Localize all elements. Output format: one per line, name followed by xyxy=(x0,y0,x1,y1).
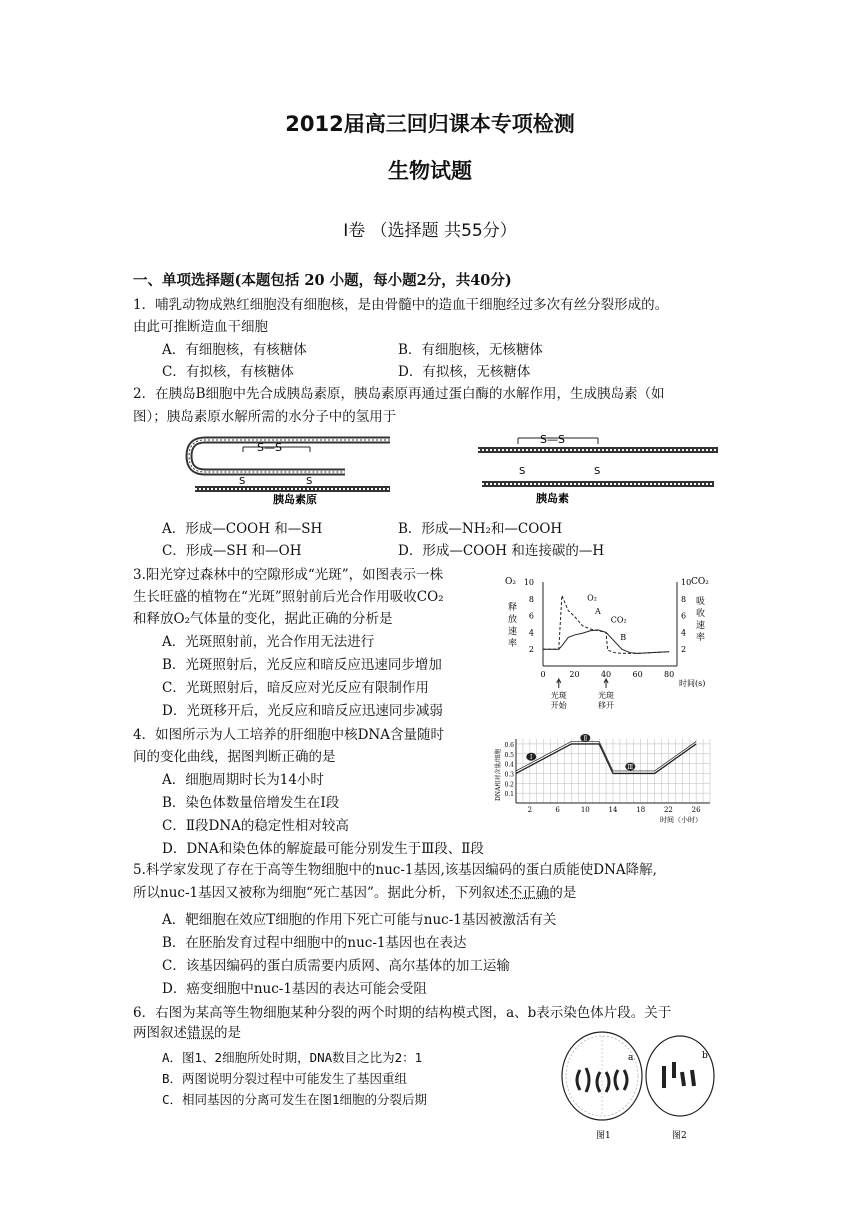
annotation-label-2: 开始 xyxy=(550,701,567,710)
q3-option-c: C．光斑照射后，暗反应对光反应有限制作用 xyxy=(162,680,429,696)
q6-emphasis: 错误 xyxy=(187,1025,214,1041)
left-axis-label: O₂ xyxy=(505,577,516,587)
y-tick-label-right: 8 xyxy=(681,594,687,604)
q1-stem-line2: 由此可推断造血干细胞 xyxy=(133,319,268,335)
chromosomes-2 xyxy=(664,1062,694,1088)
y-tick-label-right: 4 xyxy=(681,628,687,638)
q4-stem-line1: 4．如图所示为人工培养的肝细胞中核DNA含量随时 xyxy=(133,727,444,743)
left-axis-text-3: 速 xyxy=(508,627,518,637)
segment-label: Ⅱ xyxy=(583,735,588,743)
segment-label: Ⅲ xyxy=(627,764,634,772)
q4-option-b: B．染色体数量倍增发生在Ⅰ段 xyxy=(162,795,340,811)
y-tick-label-left: 10 xyxy=(523,578,534,587)
q4-stem-line2: 间的变化曲线，据图判断正确的是 xyxy=(133,749,336,765)
q1-option-b: B．有细胞核，无核糖体 xyxy=(398,342,543,358)
x-axis-label: 时间(s) xyxy=(679,679,706,688)
ss-bond-label: S—S xyxy=(257,441,282,454)
right-axis-text-3: 速 xyxy=(696,621,706,631)
q2-option-b: B．形成—NH₂和—COOH xyxy=(398,521,563,537)
s-label-2: S xyxy=(306,476,313,487)
x-tick-label: 18 xyxy=(636,806,646,814)
label-b: b xyxy=(702,1051,708,1061)
label-b: B xyxy=(620,632,627,642)
x-tick-label: 14 xyxy=(608,806,618,814)
q5-option-b: B．在胚胎发育过程中细胞中的nuc-1基因也在表达 xyxy=(162,935,467,951)
chromosome-1 xyxy=(577,1068,589,1092)
q6-stem-line2-c: 的是 xyxy=(214,1025,241,1041)
q3-option-d: D．光斑移开后，光反应和暗反应迅速同步减弱 xyxy=(162,703,443,719)
label-a: A xyxy=(595,606,601,616)
annotation-label-1: 光斑 xyxy=(598,691,615,700)
x-tick-label: 2 xyxy=(527,806,533,814)
s-label-3: S xyxy=(519,466,526,477)
q5-stem-line1: 5.科学家发现了存在于高等生物细胞中的nuc-1基因,该基因编码的蛋白质能使DNA降解, xyxy=(133,862,657,878)
x-axis-label: 时间（小时） xyxy=(660,816,702,824)
cell-2-outline xyxy=(646,1036,714,1116)
paper-title: 2012届高三回归课本专项检测 xyxy=(285,112,575,136)
segment-label: Ⅰ xyxy=(530,754,533,762)
right-axis-text-2: 收 xyxy=(696,609,706,619)
annotation-label-1: 光斑 xyxy=(550,691,567,700)
x-tick-label: 80 xyxy=(664,670,675,679)
q2-option-a: A．形成—COOH 和—SH xyxy=(162,521,323,537)
q4-option-d: D．DNA和染色体的解旋最可能分别发生于Ⅲ段、Ⅱ段 xyxy=(162,841,484,857)
y-tick-label-right: 10 xyxy=(681,578,692,587)
q3-stem-line3: 和释放O₂气体量的变化，据此正确的分析是 xyxy=(133,611,393,627)
q6-stem-line1: 6．右图为某高等生物细胞某种分裂的两个时期的结构模式图，a、b表示染色体片段。关于 xyxy=(133,1005,672,1021)
y-tick-label-right: 2 xyxy=(681,645,687,655)
q6-option-c: C．相同基因的分离可发生在图1细胞的分裂后期 xyxy=(162,1092,428,1107)
x-tick-label: 10 xyxy=(580,806,590,814)
x-tick-label: 40 xyxy=(600,670,612,679)
q1-option-c: C．有拟核，有核糖体 xyxy=(162,364,294,380)
y-tick-label-left: 2 xyxy=(528,645,534,655)
q3-stem-line2: 生长旺盛的植物在“光斑”照射前后光合作用吸收CO₂ xyxy=(133,589,444,605)
fig1-label: 图1 xyxy=(596,1131,611,1141)
label-a: a xyxy=(628,1053,634,1063)
q3-option-b: B．光斑照射后，光反应和暗反应迅速同步增加 xyxy=(162,657,442,673)
y-tick-label: 0.5 xyxy=(504,751,514,759)
y-tick-label: 0.4 xyxy=(504,761,514,769)
x-tick-label: 20 xyxy=(569,670,580,679)
left-axis-text-2: 放 xyxy=(508,615,518,625)
label-co2: CO₂ xyxy=(610,615,627,625)
label-o2: O₂ xyxy=(587,593,597,603)
q2-option-c: C．形成—SH 和—OH xyxy=(162,543,302,559)
x-tick-label: 0 xyxy=(540,670,546,679)
x-tick-label: 22 xyxy=(663,806,673,814)
x-tick-label: 60 xyxy=(632,670,643,679)
right-axis-text-1: 吸 xyxy=(696,597,706,607)
part-heading: Ⅰ卷 （选择题 共55分） xyxy=(343,221,517,241)
q5-stem-line2 xyxy=(133,884,576,902)
q3-stem-line1: 3.阳光穿过森林中的空隙形成“光斑”，如图表示一株 xyxy=(133,567,444,583)
q5-emphasis: 不正确 xyxy=(508,885,550,901)
fig2-label: 图2 xyxy=(672,1131,687,1141)
s-label-4: S xyxy=(594,466,601,477)
y-tick-label: 0.6 xyxy=(504,741,514,749)
q6-stem-line2 xyxy=(133,1024,241,1042)
y-tick-label: 0.2 xyxy=(504,781,514,789)
right-axis-text-4: 率 xyxy=(696,633,706,643)
q5-option-a: A．靶细胞在效应T细胞的作用下死亡可能与nuc-1基因被激活有关 xyxy=(162,912,557,928)
chromosome-2 xyxy=(597,1072,609,1092)
chromosome-3 xyxy=(615,1070,627,1090)
q1-stem-line1: 1．哺乳动物成熟红细胞没有细胞核，是由骨髓中的造血干细胞经过多次有丝分裂形成的。 xyxy=(133,297,669,313)
insulin-figure xyxy=(478,428,718,506)
left-axis-text-4: 率 xyxy=(508,639,518,649)
y-tick-label-left: 8 xyxy=(528,594,534,604)
y-tick-label-left: 4 xyxy=(528,628,534,638)
q1-option-a: A．有细胞核，有核糖体 xyxy=(162,342,307,358)
insulin-label: 胰岛素 xyxy=(536,492,569,505)
dna-content-chart xyxy=(490,733,720,825)
s-label-1: S xyxy=(239,476,246,487)
proinsulin-figure xyxy=(185,428,405,506)
q2-stem-line2: 图）；胰岛素原水解所需的水分子中的氢用于 xyxy=(133,409,397,425)
left-axis-text-1: 释 xyxy=(508,603,518,613)
paper-subtitle: 生物试题 xyxy=(388,159,472,183)
q5-stem-line2-a: 所以nuc-1基因又被称为细胞“死亡基因”。据此分析，下列叙述 xyxy=(133,885,509,901)
q6-stem-line2-a: 两图叙述 xyxy=(133,1025,187,1041)
light-spot-chart xyxy=(505,574,720,724)
q3-option-a: A．光斑照射前，光合作用无法进行 xyxy=(162,634,375,650)
x-tick-label: 6 xyxy=(555,806,560,814)
q6-option-b: B．两图说明分裂过程中可能发生了基因重组 xyxy=(162,1071,408,1086)
x-tick-label: 26 xyxy=(691,806,701,814)
proinsulin-label: 胰岛素原 xyxy=(273,493,317,506)
y-axis-label: DNA相对含量/细胞 xyxy=(495,748,502,801)
y-tick-label: 0.3 xyxy=(504,771,514,779)
right-axis-label: CO₂ xyxy=(691,577,709,587)
q1-option-d: D．有拟核，无核糖体 xyxy=(398,364,531,380)
q6-option-a: A．图1、2细胞所处时期，DNA数目之比为2：1 xyxy=(162,1050,423,1065)
q2-stem-line1: 2．在胰岛B细胞中先合成胰岛素原，胰岛素原再通过蛋白酶的水解作用，生成胰岛素（如 xyxy=(133,386,665,402)
y-tick-label: 0.1 xyxy=(504,791,514,799)
y-tick-label-right: 6 xyxy=(681,611,687,621)
annotation-label-2: 移开 xyxy=(598,701,615,710)
q4-option-c: C．Ⅱ段DNA的稳定性相对较高 xyxy=(162,818,349,834)
series-o2-line xyxy=(543,595,669,653)
q5-option-d: D．癌变细胞中nuc-1基因的表达可能会受阻 xyxy=(162,981,427,997)
section-heading: 一、单项选择题(本题包括 20 小题，每小题2分，共40分) xyxy=(133,272,512,289)
q5-stem-line2-c: 的是 xyxy=(549,885,577,901)
ss-bond-label-insulin: S—S xyxy=(540,433,565,446)
cell-division-figure xyxy=(560,1030,720,1145)
q5-option-c: C．该基因编码的蛋白质需要内质网、高尔基体的加工运输 xyxy=(162,958,510,974)
q2-option-d: D．形成—COOH 和连接碳的—H xyxy=(398,543,605,559)
y-tick-label-left: 6 xyxy=(528,611,534,621)
q4-option-a: A．细胞周期时长为14小时 xyxy=(162,772,324,788)
